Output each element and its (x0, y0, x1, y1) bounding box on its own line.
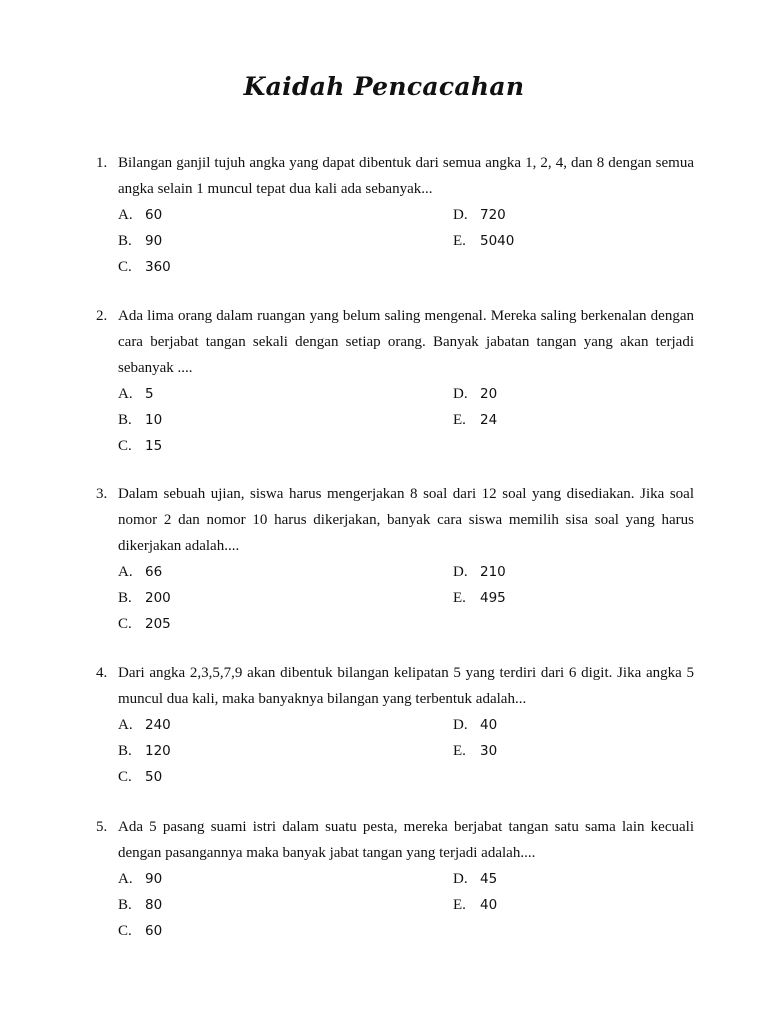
option-b (118, 585, 171, 611)
option-letter: D. (453, 564, 468, 580)
option-a (118, 866, 162, 892)
option-letter: A. (118, 207, 133, 223)
option-c (118, 611, 171, 637)
option-letter: D. (453, 386, 468, 402)
answer-options (118, 712, 694, 790)
option-letter: D. (453, 717, 468, 733)
answer-options (118, 202, 694, 280)
option-value: 90 (145, 233, 163, 249)
option-letter: E. (453, 590, 466, 606)
option-letter: A. (118, 564, 133, 580)
option-value: 15 (145, 438, 163, 454)
option-letter: A. (118, 386, 133, 402)
option-value: 40 (480, 717, 498, 733)
option-value: 45 (480, 871, 498, 887)
option-value: 20 (480, 386, 498, 402)
question-number: 2. (96, 308, 108, 324)
answer-options (118, 866, 694, 944)
option-c (118, 433, 162, 459)
option-a (118, 559, 162, 585)
option-letter: D. (453, 871, 468, 887)
question-2 (96, 303, 694, 459)
option-value: 10 (145, 412, 163, 428)
option-letter: B. (118, 233, 132, 249)
option-value: 60 (145, 923, 163, 939)
option-value: 5040 (480, 233, 515, 249)
option-d (453, 381, 497, 407)
option-value: 495 (480, 590, 506, 606)
option-d (453, 559, 506, 585)
option-d (453, 202, 506, 228)
option-letter: B. (118, 897, 132, 913)
option-a (118, 202, 162, 228)
option-letter: B. (118, 743, 132, 759)
option-letter: E. (453, 897, 466, 913)
option-letter: B. (118, 412, 132, 428)
option-value: 210 (480, 564, 506, 580)
option-a (118, 381, 154, 407)
question-3 (96, 481, 694, 637)
option-d (453, 866, 497, 892)
option-b (118, 892, 162, 918)
option-letter: D. (453, 207, 468, 223)
option-value: 240 (145, 717, 171, 733)
option-c (118, 918, 162, 944)
option-value: 360 (145, 259, 171, 275)
option-letter: E. (453, 412, 466, 428)
option-d (453, 712, 497, 738)
question-text: Ada lima orang dalam ruangan yang belum saling mengenal. Mereka saling berkenalan dengan cara berjabat tangan sekali dengan setiap orang. Banyak jabatan tangan yang akan terjadi sebanyak .... (118, 308, 694, 376)
option-e (453, 585, 506, 611)
question-number: 5. (96, 819, 108, 835)
option-letter: C. (118, 438, 132, 454)
option-a (118, 712, 171, 738)
option-b (118, 228, 162, 254)
option-value: 40 (480, 897, 498, 913)
option-value: 24 (480, 412, 498, 428)
option-b (118, 738, 171, 764)
option-value: 80 (145, 897, 163, 913)
option-letter: A. (118, 871, 133, 887)
option-e (453, 228, 514, 254)
option-letter: C. (118, 616, 132, 632)
option-c (118, 254, 171, 280)
option-value: 50 (145, 769, 163, 785)
question-number: 1. (96, 155, 108, 171)
option-value: 90 (145, 871, 163, 887)
question-number: 3. (96, 486, 108, 502)
option-e (453, 738, 497, 764)
question-number: 4. (96, 665, 108, 681)
option-value: 120 (145, 743, 171, 759)
option-value: 66 (145, 564, 163, 580)
option-value: 200 (145, 590, 171, 606)
option-letter: C. (118, 923, 132, 939)
option-letter: E. (453, 743, 466, 759)
question-5 (96, 814, 694, 944)
option-e (453, 407, 497, 433)
option-value: 60 (145, 207, 163, 223)
option-e (453, 892, 497, 918)
option-value: 205 (145, 616, 171, 632)
question-text: Bilangan ganjil tujuh angka yang dapat dibentuk dari semua angka 1, 2, 4, dan 8 dengan semua angka selain 1 muncul tepat dua kali ada sebanyak... (118, 155, 694, 197)
option-c (118, 764, 162, 790)
option-value: 30 (480, 743, 498, 759)
question-text: Ada 5 pasang suami istri dalam suatu pesta, mereka berjabat tangan satu sama lain kecuali dengan pasangannya maka banyak jabat tangan yang terjadi adalah.... (118, 819, 694, 861)
question-4 (96, 660, 694, 790)
answer-options (118, 381, 694, 459)
option-letter: B. (118, 590, 132, 606)
option-value: 5 (145, 386, 154, 402)
question-text: Dalam sebuah ujian, siswa harus mengerjakan 8 soal dari 12 soal yang disediakan. Jika soal nomor 2 dan nomor 10 harus dikerjakan, banyak cara siswa memilih sisa soal yang harus dikerjakan adalah.... (118, 486, 694, 554)
question-1 (96, 150, 694, 280)
option-letter: A. (118, 717, 133, 733)
option-letter: C. (118, 259, 132, 275)
option-b (118, 407, 162, 433)
option-letter: C. (118, 769, 132, 785)
option-value: 720 (480, 207, 506, 223)
question-text: Dari angka 2,3,5,7,9 akan dibentuk bilangan kelipatan 5 yang terdiri dari 6 digit. Jika angka 5 muncul dua kali, maka banyaknya bilangan yang terbentuk adalah... (118, 665, 694, 707)
page-title: Kaidah Pencacahan (243, 72, 525, 101)
option-letter: E. (453, 233, 466, 249)
answer-options (118, 559, 694, 637)
